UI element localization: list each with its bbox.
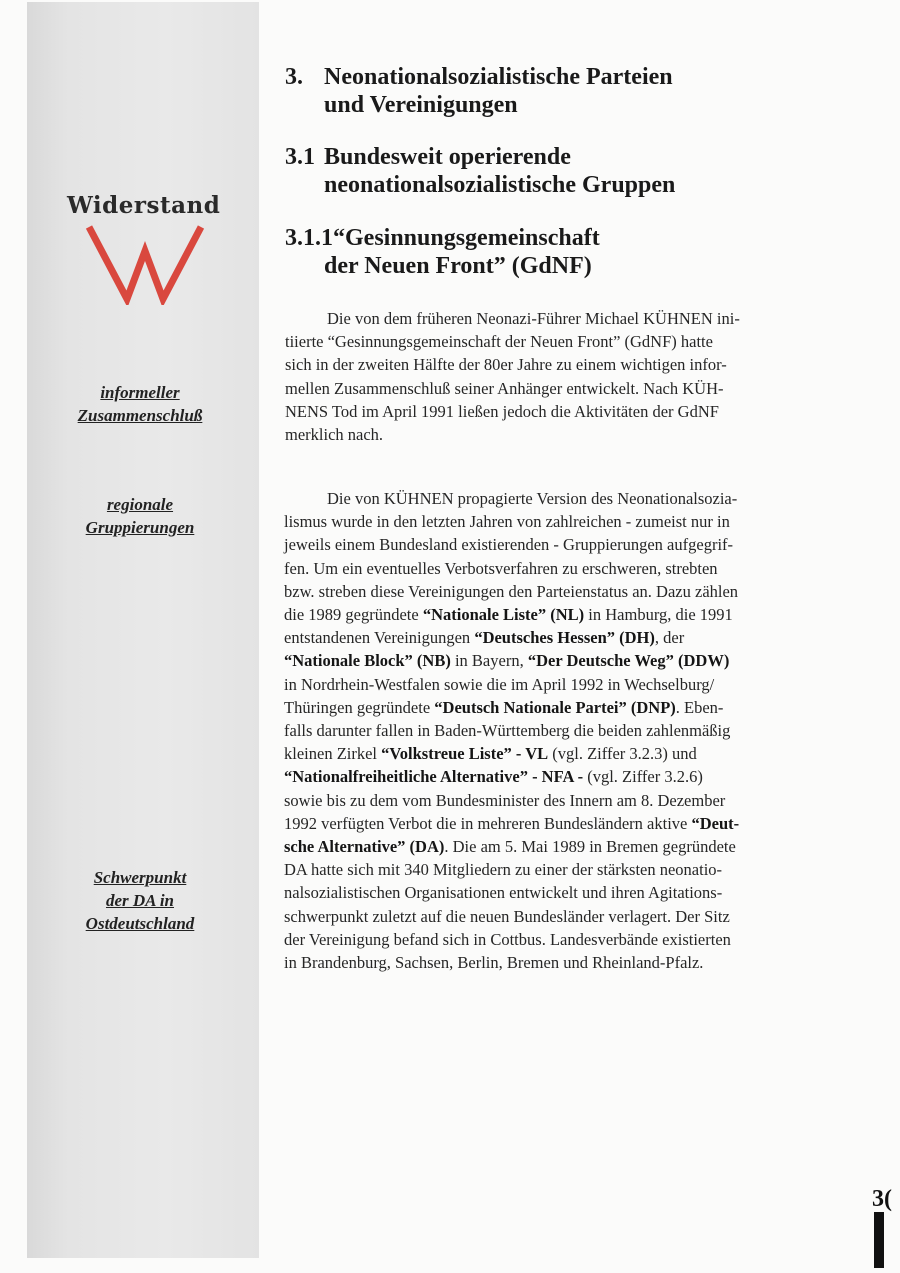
text-line [284,765,824,788]
text-run: , der [654,628,685,648]
paragraph-regional-groups [284,487,824,974]
logo-word: Widerstand [67,192,221,219]
margin-note-regionale-gruppierungen [40,493,240,539]
org-name-nb: “Nationale Block” (NB) [284,651,451,671]
section-heading-3-1 [285,143,675,199]
margin-note-schwerpunkt-da [40,866,240,935]
text-line: in Nordrhein-Westfalen sowie die im April 1992 in Wechselburg/ [284,674,715,694]
org-name-nfa: “Nationalfreiheitliche Alternative” - NFA - [284,767,584,787]
text-line: tiierte “Gesinnungsgemeinschaft der Neuen Front” (GdNF) hatte [285,332,713,352]
text-run: in Hamburg, die 1991 [584,605,733,625]
text-line [284,649,824,672]
margin-note-line: der DA in [105,891,175,910]
heading-line: der Neuen Front” (GdNF) [324,253,592,279]
text-line: sowie bis zu dem vom Bundesminister des Innern am 8. Dezember [284,790,726,810]
heading-number: 3. [285,64,303,90]
org-name-vl: “Volkstreue Liste” - VL [381,744,549,764]
text-run: . Die am 5. Mai 1989 in Bremen gegründete [444,837,736,857]
text-line: fen. Um ein eventuelles Verbotsverfahren zu erschweren, strebten [284,558,718,578]
text-line: in Brandenburg, Sachsen, Berlin, Bremen und Rheinland-Pfalz. [284,953,704,973]
margin-note-line: Schwerpunkt [93,868,187,887]
heading-number: 3.1.1 [285,225,333,251]
org-name-ddw: “Der Deutsche Weg” (DDW) [527,651,730,671]
text-line: mellen Zusammenschluß seiner Anhänger entwickelt. Nach KÜH- [285,378,724,398]
org-name-dnp: “Deutsch Nationale Partei” (DNP) [434,697,676,717]
page-number: 3( [872,1186,892,1212]
text-line: jeweils einem Bundesland existierenden - Gruppierungen aufgegrif- [284,535,734,555]
text-line: Die von KÜHNEN propagierte Version des Neonationalsozia- [327,489,738,508]
text-line: schwerpunkt zuletzt auf die neuen Bundesländer verlagert. Der Sitz [284,906,730,926]
text-run: entstandenen Vereinigungen [284,628,475,648]
text-run: . Eben- [675,697,724,717]
margin-sidebar [27,2,259,1258]
heading-line: neonationalsozialistische Gruppen [324,172,676,198]
text-line [284,812,824,835]
margin-note-line: regionale [106,495,174,514]
heading-line: Neonationalsozialistische Parteien [324,64,673,90]
text-line [284,626,824,649]
section-heading-3 [285,63,673,119]
text-line: merklich nach. [285,425,384,445]
widerstand-logo [67,192,221,305]
text-line: sich in der zweiten Hälfte der 80er Jahre zu einem wichtigen infor- [285,355,727,375]
paragraph-gdnf [285,307,825,446]
edge-mark [874,1212,884,1268]
org-name-nl: “Nationale Liste” (NL) [422,605,585,625]
margin-note-line: informeller [100,383,180,402]
text-run: 1992 verfügten Verbot die in mehreren Bundesländern aktive [284,813,692,833]
text-line: NENS Tod im April 1991 ließen jedoch die Aktivitäten der GdNF [285,401,719,421]
org-name-da: “Deut- [691,813,740,833]
heading-line: “Gesinnungsgemeinschaft [333,225,600,251]
text-line: Die von dem früheren Neonazi-Führer Michael KÜHNEN ini- [327,309,740,328]
margin-note-line: Ostdeutschland [85,914,195,933]
section-heading-3-1-1 [285,224,600,280]
text-line: DA hatte sich mit 340 Mitgliedern zu einer der stärksten neonatio- [284,860,723,880]
text-run: in Bayern, [450,651,528,671]
text-line [284,835,824,858]
heading-line: und Vereinigungen [324,92,518,118]
org-name-dh: “Deutsches Hessen” (DH) [474,628,655,648]
org-name-da: sche Alternative” (DA) [284,837,445,857]
text-line: nalsozialistischen Organisationen entwickelt und ihren Agitations- [284,883,723,903]
text-run: (vgl. Ziffer 3.2.6) [583,767,703,787]
margin-note-line: Gruppierungen [85,518,195,537]
text-run: Thüringen gegründete [284,697,435,717]
heading-number: 3.1 [285,144,315,170]
text-run: (vgl. Ziffer 3.2.3) und [548,744,697,764]
text-line [284,603,824,626]
w-logo-icon [83,221,207,305]
margin-note-line: Zusammenschluß [77,406,203,425]
text-line: bzw. streben diese Vereinigungen den Parteienstatus an. Dazu zählen [284,581,739,601]
text-run: kleinen Zirkel [284,744,382,764]
text-line: der Vereinigung befand sich in Cottbus. Landesverbände existierten [284,929,731,949]
margin-note-informeller-zusammenschluss [40,381,240,427]
text-line [284,696,824,719]
text-run: die 1989 gegründete [284,605,423,625]
text-line: lismus wurde in den letzten Jahren von zahlreichen - zumeist nur in [284,512,730,532]
text-line: falls darunter fallen in Baden-Württemberg die beiden zahlenmäßig [284,721,731,741]
text-line [284,742,824,765]
heading-line: Bundesweit operierende [324,144,571,170]
